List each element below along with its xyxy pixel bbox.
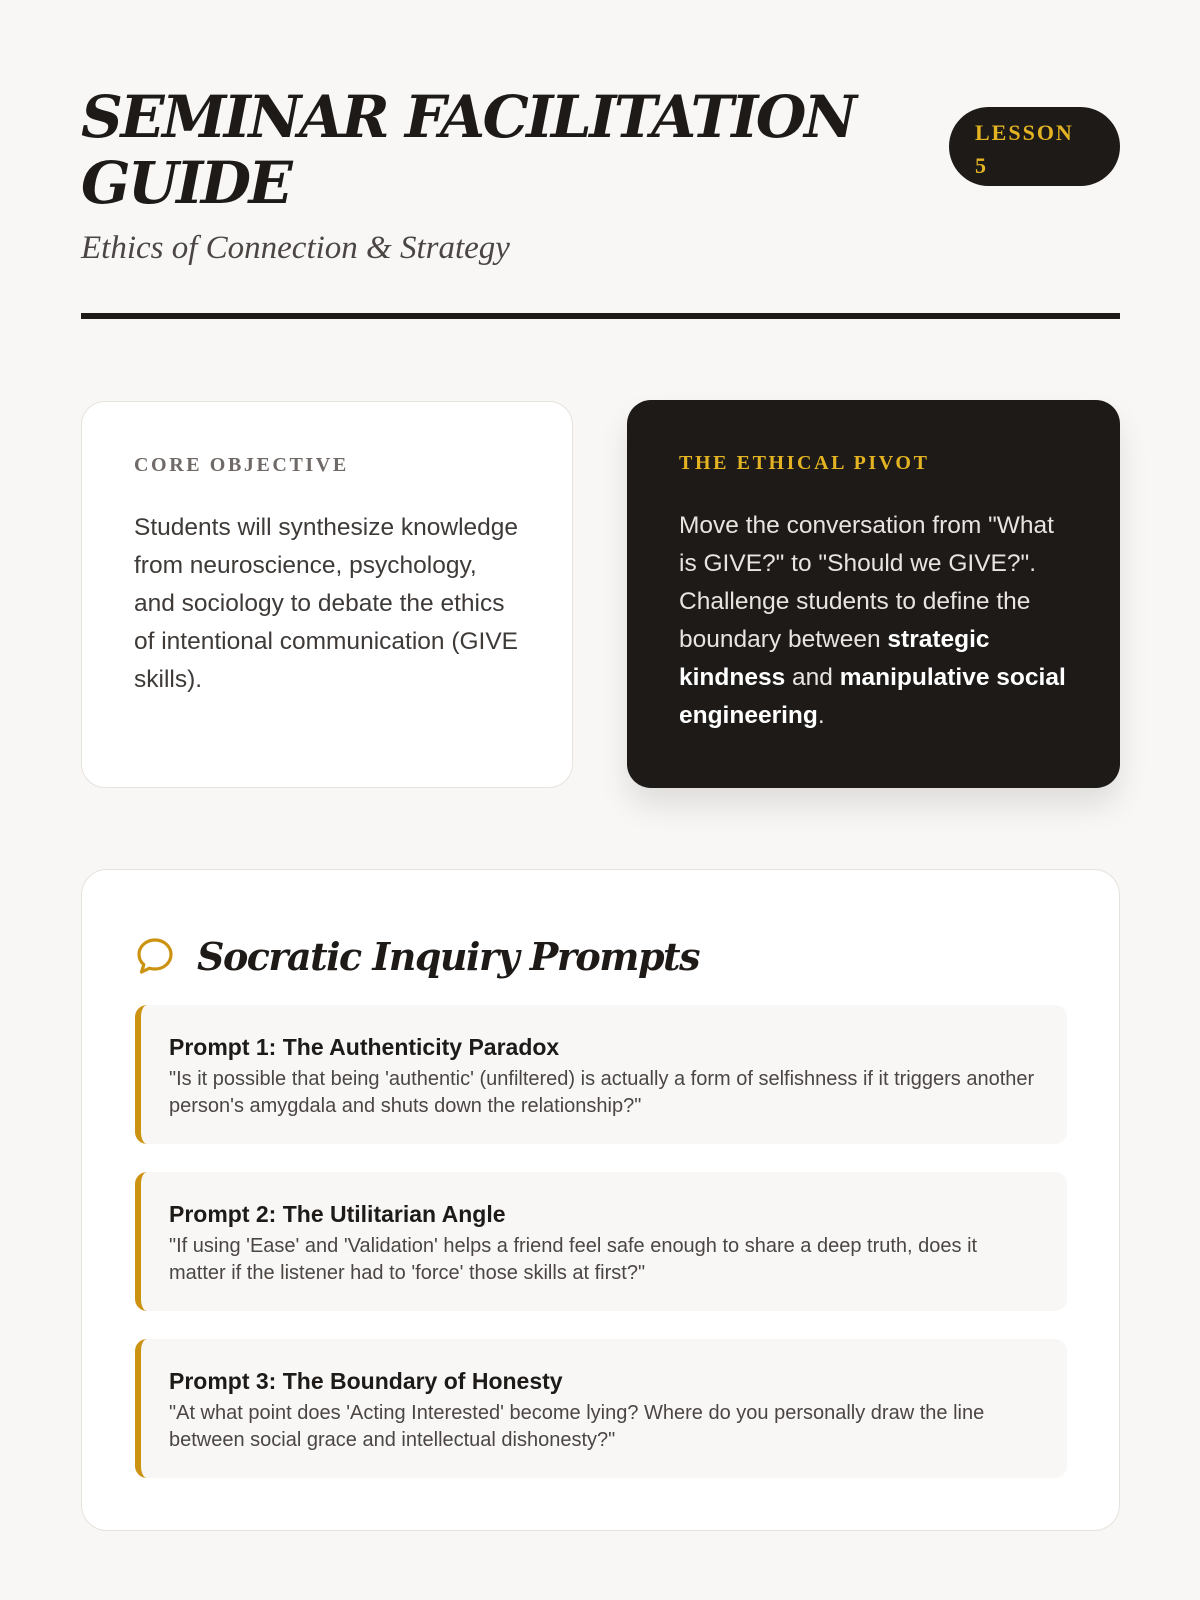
pivot-text-intro: Move the conversation from "What is GIVE?" to "Should we GIVE?". Challenge students to define the boundary between [679,512,1054,653]
header-divider [81,313,1120,319]
prompt-question: "At what point does 'Acting Interested' become lying? Where do you personally draw the line between social grace and intellectual dishonesty?" [169,1402,985,1451]
pivot-emphasis-strategic-kindness: strategic kindness [679,626,990,691]
prompt-item [135,1172,1067,1311]
prompt-title: Prompt 3: The Boundary of Honesty [169,1368,563,1394]
pivot-text-connector: and [785,664,840,691]
page-title: SEMINAR FACILITATION GUIDE [81,83,855,217]
prompt-question: "If using 'Ease' and 'Validation' helps a friend feel safe enough to share a deep truth, does it matter if the listener had to 'force' those skills at first?" [169,1235,978,1284]
ethical-pivot-text [679,507,1068,735]
ethical-pivot-label: THE ETHICAL PIVOT [679,452,930,474]
prompt-item [135,1005,1067,1144]
prompt-list [135,1005,1067,1506]
prompts-title: Socratic Inquiry Prompts [197,933,699,979]
core-objective-card [81,401,573,788]
lesson-badge: LESSON 5 [949,107,1120,186]
pivot-text-end: . [817,702,825,729]
pivot-emphasis-manipulative-engineering: manipulative social engineering [679,664,1066,729]
prompt-question: "Is it possible that being 'authentic' (unfiltered) is actually a form of selfishness if it triggers another person's amygdala and shuts down the relationship?" [169,1068,1035,1117]
core-objective-text: Students will synthesize knowledge from neuroscience, psychology, and sociology to debate the ethics of intentional communication (GIVE skills). [134,514,519,693]
page-subtitle: Ethics of Connection & Strategy [81,230,510,266]
prompt-title: Prompt 1: The Authenticity Paradox [169,1034,560,1060]
core-objective-label: CORE OBJECTIVE [134,454,349,476]
socratic-prompts-card [81,869,1120,1531]
speech-bubble-icon [135,936,175,976]
prompts-header [135,926,699,986]
prompt-title: Prompt 2: The Utilitarian Angle [169,1201,506,1227]
prompt-item [135,1339,1067,1478]
ethical-pivot-card [627,400,1120,788]
